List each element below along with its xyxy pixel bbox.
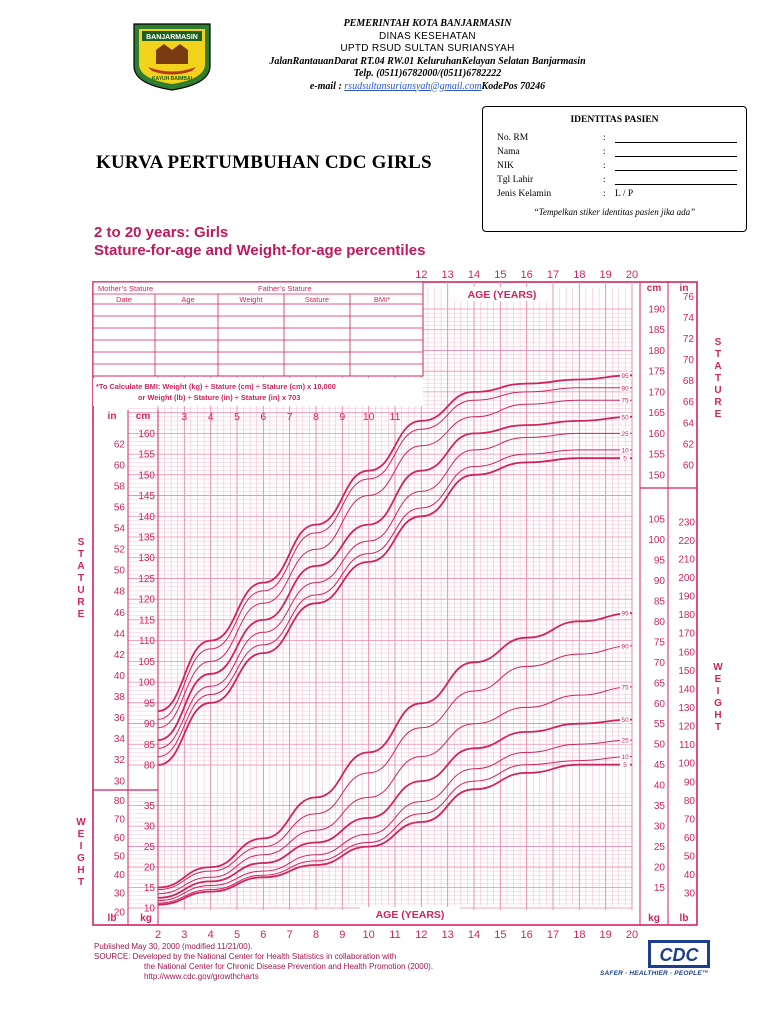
right-in-tick: 72: [682, 334, 694, 346]
top-age-tick: 16: [520, 269, 533, 281]
weight-percentile-label: 95: [621, 610, 629, 618]
right-kg-tick: 75: [653, 637, 665, 649]
left-cm-tick: 130: [138, 553, 155, 565]
identity-sex-value: L / P: [615, 189, 634, 199]
inner-age-tick: 6: [260, 411, 267, 423]
left-lb-tick: 40: [113, 870, 125, 882]
left-cm-tick: 145: [138, 491, 155, 503]
right-cm-tick: 180: [648, 345, 665, 357]
left-weight-vertical-letter: W: [76, 817, 86, 828]
weight-percentile-label: 75: [621, 684, 629, 692]
left-in-tick: 60: [113, 460, 125, 472]
right-cm-tick: 155: [648, 449, 665, 461]
left-cm-tick: 85: [143, 739, 155, 751]
left-weight-vertical-letter: I: [79, 841, 83, 852]
right-cm-tick: 170: [648, 387, 665, 399]
table-column-header: Stature: [304, 295, 330, 304]
stature-percentile-label: 25: [621, 430, 629, 438]
right-cm-tick: 165: [648, 408, 665, 420]
left-weight-vertical-letter: E: [77, 829, 85, 840]
right-kg-tick: 80: [653, 616, 665, 628]
top-age-tick: 13: [441, 269, 454, 281]
right-lb-tick: 40: [683, 870, 695, 882]
letterhead-line-4: JalanRantauanDarat RT.04 RW.01 KeluruhanKelayan Selatan Banjarmasin: [269, 55, 586, 67]
right-weight-vertical-letter: G: [714, 698, 722, 709]
bottom-age-tick: 2: [154, 929, 162, 941]
table-column-header: BMI*: [373, 295, 391, 304]
source-line-2: the National Center for Chronic Disease Prevention and Health Promotion (2000).: [144, 962, 434, 971]
right-in-tick: 74: [682, 312, 694, 324]
right-lb-tick: 220: [678, 535, 695, 547]
right-kg-tick: 50: [653, 739, 665, 751]
weight-percentile-label: 90: [621, 643, 629, 651]
left-cm-tick: 80: [143, 760, 155, 772]
right-kg-tick: 70: [653, 657, 665, 669]
top-age-tick: 12: [415, 269, 428, 281]
right-in-tick: 60: [682, 460, 694, 472]
left-cm-tick: 105: [138, 656, 155, 668]
age-axis-title-top: AGE (YEARS): [467, 289, 537, 301]
bottom-age-tick: 9: [339, 929, 346, 941]
left-in-tick: 36: [113, 713, 125, 725]
logo-top-text: BANJARMASIN: [146, 34, 198, 41]
left-kg-tick: 30: [143, 821, 155, 833]
right-in-label: in: [679, 283, 689, 294]
left-lb-tick: 20: [113, 907, 125, 919]
left-kg-tick: 10: [143, 903, 155, 915]
right-weight-vertical-letter: T: [714, 722, 722, 733]
right-weight-vertical-letter: H: [714, 710, 722, 721]
table-column-header: Weight: [239, 295, 263, 304]
left-stature-vertical-letter: T: [77, 573, 85, 584]
right-lb-tick: 100: [678, 758, 695, 770]
publication-note: [94, 942, 433, 982]
left-stature-vertical-letter: U: [77, 585, 85, 596]
left-cm-tick: 160: [138, 428, 155, 440]
top-age-tick: 20: [625, 269, 639, 281]
cdc-logo-text: CDC: [659, 945, 699, 965]
identity-colon: :: [603, 175, 606, 185]
bottom-age-tick: 12: [415, 929, 428, 941]
chart-title-line-1: 2 to 20 years: Girls: [94, 224, 229, 241]
table-column-header: Date: [116, 295, 132, 304]
bottom-age-tick: 7: [286, 929, 293, 941]
letterhead-line-3: UPTD RSUD SULTAN SURIANSYAH: [340, 43, 515, 54]
identity-label: Nama: [497, 147, 520, 157]
right-cm-tick: 160: [648, 428, 665, 440]
left-weight-vertical-letter: G: [77, 853, 85, 864]
postal-code: KodePos 70246: [481, 80, 546, 92]
left-kg-label: kg: [140, 913, 152, 924]
inner-age-tick: 7: [286, 411, 293, 423]
bottom-age-tick: 18: [573, 929, 586, 941]
right-in-tick: 76: [682, 291, 694, 303]
right-kg-tick: 105: [648, 514, 665, 526]
left-in-tick: 40: [113, 670, 125, 682]
letterhead-line-5: Telp. (0511)6782000/(0511)6782222: [353, 68, 502, 79]
bottom-age-tick: 3: [181, 929, 188, 941]
weight-percentile-label: 10: [621, 753, 629, 761]
right-kg-tick: 30: [653, 821, 665, 833]
left-in-tick: 34: [113, 734, 125, 746]
right-lb-tick: 120: [678, 721, 695, 733]
table-column-header: Age: [181, 295, 195, 304]
left-cm-tick: 150: [138, 470, 155, 482]
left-cm-tick: 95: [143, 698, 155, 710]
left-stature-vertical-letter: S: [77, 537, 85, 548]
right-lb-tick: 190: [678, 591, 695, 603]
right-kg-tick: 90: [653, 575, 665, 587]
page-title: KURVA PERTUMBUHAN CDC GIRLS: [96, 152, 432, 173]
right-lb-tick: 180: [678, 610, 695, 622]
left-kg-tick: 20: [143, 862, 155, 874]
left-in-tick: 42: [113, 649, 125, 661]
letterhead-line-2: DINAS KESEHATAN: [379, 30, 476, 42]
bottom-age-tick: 8: [312, 929, 320, 941]
source-line-1: SOURCE: Developed by the National Center for Health Statistics in collaboration with: [94, 952, 397, 961]
email-link[interactable]: rsudsultansuriansyah@gmail.com: [344, 80, 482, 92]
published-line: Published May 30, 2000 (modified 11/21/00).: [94, 942, 253, 951]
right-kg-label: kg: [648, 913, 660, 924]
inner-age-tick: 11: [389, 411, 401, 423]
right-weight-vertical-letter: I: [716, 686, 720, 697]
right-kg-tick: 100: [648, 534, 665, 546]
right-kg-tick: 95: [653, 555, 665, 567]
left-cm-tick: 155: [138, 449, 155, 461]
left-stature-vertical-letter: T: [77, 549, 85, 560]
right-stature-vertical-letter: T: [714, 349, 722, 360]
inner-age-tick: 5: [234, 411, 240, 423]
right-stature-vertical-letter: R: [714, 397, 722, 408]
inner-age-tick: 9: [339, 411, 346, 423]
chart-title-line-2: Stature-for-age and Weight-for-age percentiles: [94, 242, 426, 259]
right-in-tick: 66: [682, 397, 694, 409]
identity-colon: :: [603, 161, 606, 171]
right-lb-tick: 60: [683, 833, 695, 845]
right-stature-vertical-letter: S: [714, 337, 722, 348]
left-in-tick: 62: [113, 439, 125, 451]
right-weight-vertical-letter: W: [713, 662, 723, 673]
right-in-tick: 64: [682, 418, 694, 430]
left-lb-tick: 60: [113, 833, 125, 845]
left-stature-vertical-letter: A: [77, 561, 85, 572]
left-in-tick: 52: [113, 544, 125, 556]
stature-percentile-label: 90: [621, 385, 629, 393]
logo-bottom-text: KAYUH BAIMBAI: [151, 76, 193, 82]
left-cm-tick: 135: [138, 532, 155, 544]
identity-colon: :: [603, 147, 606, 157]
stature-percentile-label: 50: [621, 414, 629, 422]
bottom-age-tick: 13: [441, 929, 454, 941]
right-lb-tick: 50: [683, 851, 695, 863]
right-lb-tick: 90: [683, 777, 695, 789]
right-lb-tick: 230: [678, 517, 695, 529]
weight-percentile-label: 5: [623, 762, 627, 770]
letterhead-line-1: PEMERINTAH KOTA BANJARMASIN: [343, 18, 512, 29]
weight-percentile-label: 25: [621, 737, 629, 745]
bmi-note-line-2: or Weight (lb) ÷ Stature (in) ÷ Stature (in) x 703: [138, 393, 301, 402]
right-stature-vertical-letter: T: [714, 373, 722, 384]
right-cm-tick: 150: [648, 470, 665, 482]
top-age-tick: 19: [599, 269, 612, 281]
bmi-note-line-1: *To Calculate BMI: Weight (kg) ÷ Stature (cm) ÷ Stature (cm) x 10,000: [96, 382, 336, 391]
left-weight-vertical-letter: T: [77, 877, 85, 888]
right-kg-tick: 85: [653, 596, 665, 608]
right-stature-vertical-letter: U: [714, 385, 722, 396]
mothers-stature-label: Mother’s Stature: [98, 284, 154, 293]
left-weight-vertical-letter: H: [77, 865, 85, 876]
right-kg-tick: 25: [653, 842, 665, 854]
left-cm-tick: 115: [139, 615, 155, 627]
right-in-tick: 62: [682, 439, 694, 451]
identity-colon: :: [603, 133, 606, 143]
bottom-age-tick: 20: [625, 929, 639, 941]
right-lb-label: lb: [679, 913, 689, 924]
right-kg-tick: 35: [653, 801, 665, 813]
stature-percentile-label: 95: [621, 372, 629, 380]
right-lb-tick: 30: [683, 888, 695, 900]
right-stature-vertical-letter: E: [714, 409, 722, 420]
bottom-age-tick: 11: [389, 929, 401, 941]
right-cm-tick: 175: [648, 366, 665, 378]
left-in-tick: 46: [113, 607, 125, 619]
right-weight-vertical-letter: E: [714, 674, 722, 685]
right-in-tick: 68: [682, 376, 694, 388]
left-in-tick: 50: [113, 565, 125, 577]
right-lb-tick: 110: [679, 740, 695, 752]
right-kg-tick: 65: [653, 678, 665, 690]
inner-age-tick: 4: [207, 411, 214, 423]
right-lb-tick: 200: [678, 572, 695, 584]
left-kg-tick: 15: [143, 883, 155, 895]
source-url[interactable]: http://www.cdc.gov/growthcharts: [144, 972, 259, 981]
right-kg-tick: 15: [653, 883, 665, 895]
top-age-tick: 14: [467, 269, 481, 281]
identity-label: No. RM: [497, 133, 529, 143]
left-kg-tick: 25: [143, 842, 155, 854]
left-cm-tick: 90: [143, 719, 155, 731]
right-lb-tick: 70: [683, 814, 695, 826]
bottom-age-tick: 19: [599, 929, 612, 941]
left-in-tick: 58: [113, 481, 125, 493]
bottom-age-tick: 14: [467, 929, 481, 941]
right-cm-tick: 185: [648, 325, 665, 337]
inner-age-tick: 3: [181, 411, 188, 423]
right-lb-tick: 170: [678, 628, 695, 640]
weight-percentile-label: 50: [621, 717, 629, 725]
identity-label: Jenis Kelamin: [497, 189, 552, 199]
right-kg-tick: 40: [653, 780, 665, 792]
bottom-age-tick: 16: [520, 929, 533, 941]
left-lb-tick: 70: [113, 814, 125, 826]
cdc-slogan: SAFER · HEALTHIER · PEOPLE™: [600, 970, 709, 977]
right-lb-tick: 130: [678, 702, 695, 714]
right-kg-tick: 55: [653, 719, 665, 731]
left-cm-tick: 100: [138, 677, 155, 689]
identity-colon: :: [603, 189, 606, 199]
left-cm-tick: 140: [138, 511, 155, 523]
age-axis-title-bottom: AGE (YEARS): [375, 909, 445, 921]
stature-percentile-label: 75: [621, 397, 629, 405]
left-cm-tick: 110: [139, 636, 155, 648]
bottom-age-tick: 10: [362, 929, 375, 941]
left-stature-vertical-letter: R: [77, 597, 85, 608]
right-cm-tick: 190: [648, 304, 665, 316]
left-in-tick: 48: [113, 586, 125, 598]
right-lb-tick: 160: [678, 647, 695, 659]
right-lb-tick: 150: [678, 665, 695, 677]
left-cm-tick: 125: [138, 573, 155, 585]
top-age-tick: 15: [494, 269, 507, 281]
right-lb-tick: 80: [683, 795, 695, 807]
left-lb-label: lb: [107, 913, 117, 924]
right-kg-tick: 20: [653, 862, 665, 874]
bottom-age-tick: 4: [207, 929, 214, 941]
identity-label: NIK: [497, 161, 514, 171]
left-in-tick: 30: [113, 776, 125, 788]
left-in-tick: 32: [113, 755, 125, 767]
right-lb-tick: 210: [678, 554, 695, 566]
email-label: e-mail :: [309, 80, 345, 92]
bottom-age-tick: 17: [546, 929, 560, 941]
left-kg-tick: 35: [143, 801, 155, 813]
left-in-tick: 56: [113, 502, 125, 514]
inner-age-tick: 10: [362, 411, 375, 423]
identity-label: Tgl Lahir: [497, 175, 534, 185]
left-in-tick: 54: [113, 523, 125, 535]
left-in-tick: 44: [113, 628, 125, 640]
bottom-age-tick: 6: [260, 929, 267, 941]
right-cm-label: cm: [646, 283, 662, 294]
right-kg-tick: 60: [653, 698, 665, 710]
identity-heading: IDENTITAS PASIEN: [570, 115, 659, 125]
left-lb-tick: 80: [113, 795, 125, 807]
left-in-label: in: [107, 411, 117, 422]
identity-note: “Tempelkan stiker identitas pasien jika ada”: [533, 207, 696, 217]
top-age-tick: 17: [546, 269, 560, 281]
top-age-tick: 18: [573, 269, 586, 281]
right-in-tick: 70: [682, 355, 694, 367]
bottom-age-tick: 5: [233, 929, 241, 941]
left-lb-tick: 30: [113, 888, 125, 900]
right-stature-vertical-letter: A: [714, 361, 722, 372]
left-in-tick: 38: [113, 692, 125, 704]
fathers-stature-label: Father’s Stature: [258, 284, 312, 293]
left-cm-label: cm: [135, 411, 151, 422]
left-lb-tick: 50: [113, 851, 125, 863]
right-kg-tick: 45: [653, 760, 665, 772]
bottom-age-tick: 15: [494, 929, 507, 941]
left-cm-tick: 120: [138, 594, 155, 606]
stature-percentile-label: 5: [623, 455, 627, 463]
inner-age-tick: 8: [313, 411, 319, 423]
right-lb-tick: 140: [678, 684, 695, 696]
stature-percentile-label: 10: [621, 447, 629, 455]
left-stature-vertical-letter: E: [77, 609, 85, 620]
